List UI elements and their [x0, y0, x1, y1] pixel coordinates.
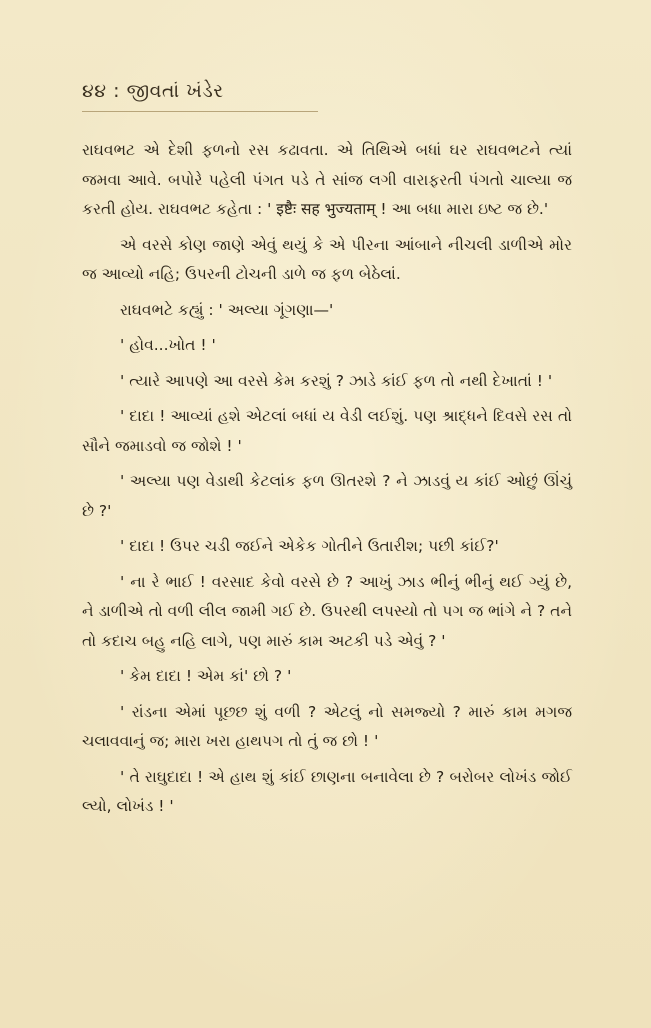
header-rule [82, 111, 318, 112]
chapter-title: જીવતાં ખંડેર [126, 80, 224, 102]
paragraph: ' કેમ દાદા ! એમ કાં' છો ? ' [120, 667, 292, 685]
paragraph: ' દાદા ! આવ્યાં હશે એટલાં બધાં ય વેડી લઈશું. પણ શ્રાદ્ધને દિવસે રસ તો સૌને જમાડવો જ જોશે ! ' [82, 407, 572, 455]
paragraph: ' દાદા ! ઉપર ચડી જઈને એકેક ગોતીને ઉતારીશ; પછી કાંઈ?' [120, 537, 499, 555]
page-number: ૪૪ [82, 80, 107, 102]
paragraph: રાઘવભટે કહ્યું : ' અલ્યા ગૂંગણા—' [120, 300, 334, 319]
paragraph: ' રાંડના એમાં પૂછછ શું વળી ? એટલું નો સમજ્યો ? મારું કામ મગજ ચલાવવાનું જ; મારા ખરા હાથપગ તો તું જ છો ! ' [82, 702, 572, 750]
paragraph: ' ના રે ભાઈ ! વરસાદ કેવો વરસે છે ? આખું ઝાડ ભીનું ભીનું થઈ ગ્યું છે, ને ડાળીએ તો વળી લીલ જામી ગઈ છે. ઉપરથી લપસ્યો તો પગ જ ભાંગે ને ? તને તો કદાચ બહુ નહિ લાગે, પણ મારું કામ અટકી પડે એવું ? ' [82, 572, 572, 650]
body-text [82, 136, 572, 828]
paragraph: ' તે રાઘુદાદા ! એ હાથ શું કાંઈ છાણના બનાવેલા છે ? બરોબર લોખંડ જોઈ લ્યો, લોખંડ ! ' [82, 767, 572, 815]
paragraph: ' અલ્યા પણ વેડાથી કેટલાંક ફળ ઊતરશે ? ને ઝાડવું ય કાંઈ ઓછું ઊંચું છે ?' [82, 472, 572, 520]
running-head [82, 80, 322, 102]
paragraph: ' હોવ...ખોત ! ' [120, 336, 216, 354]
paragraph: ' ત્યારે આપણે આ વરસે કેમ કરશું ? ઝાડે કાંઈ ફળ તો નથી દેખાતાં ! ' [120, 371, 553, 390]
paragraph: રાઘવભટ એ દેશી ફળનો રસ કઢાવતા. એ તિથિએ બધાં ઘર રાઘવભટને ત્યાં જમવા આવે. બપોરે પહેલી પંગત પડે તે સાંજ લગી વારાફરતી પંગતો ચાલ્યા જ કરતી હોય. રાઘવભટ કહેતા : ' इष्टैः सह भुज्यताम् ! આ બધા મારા ઇષ્ટ જ છે.' [82, 141, 572, 218]
paragraph: એ વરસે કોણ જાણે એવું થયું કે એ પીરના આંબાને નીચલી ડાળીએ મોર જ આવ્યો નહિ; ઉપરની ટોચની ડાળે જ ફળ બેઠેલાં. [82, 235, 572, 283]
header-separator: : [113, 80, 121, 102]
